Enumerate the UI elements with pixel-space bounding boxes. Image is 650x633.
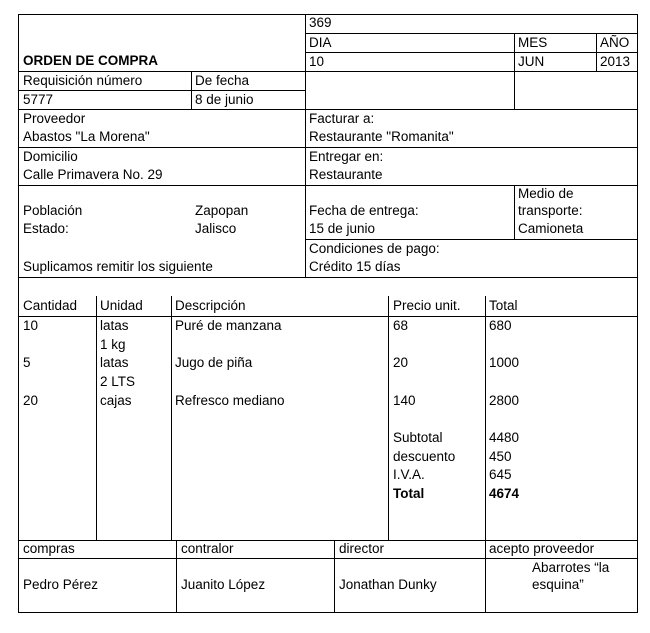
divider xyxy=(96,296,97,540)
signature-name-director: Jonathan Dunky xyxy=(339,577,437,592)
border-right xyxy=(637,14,638,613)
divider xyxy=(305,52,637,53)
border-bottom xyxy=(18,612,638,613)
item-unit: cajas xyxy=(100,393,132,408)
requisition-number: 5777 xyxy=(23,92,54,107)
column-header-total: Total xyxy=(489,298,518,313)
day-label: DIA xyxy=(309,35,332,50)
transport-label-1: Medio de xyxy=(518,186,574,201)
signature-label-purchases: compras xyxy=(23,541,75,556)
divider xyxy=(18,109,638,110)
divider xyxy=(176,540,177,613)
payment: Crédito 15 días xyxy=(309,259,401,274)
requisition-date-label: De fecha xyxy=(195,73,250,88)
divider xyxy=(388,296,389,540)
requisition-number-label: Requisición número xyxy=(23,73,143,88)
city: Zapopan xyxy=(195,203,249,218)
item-total: 1000 xyxy=(489,355,520,370)
item-unit: latas xyxy=(100,355,129,370)
supplier-label: Proveedor xyxy=(23,111,86,126)
request-text: Suplicamos remitir los siguiente xyxy=(23,259,213,274)
subtotal-label: Subtotal xyxy=(393,430,443,445)
deliver-label: Entregar en: xyxy=(309,149,384,164)
divider xyxy=(18,558,638,559)
signature-name-provider-line1: Abarrotes “la xyxy=(532,560,610,575)
delivery-date: 15 de junio xyxy=(309,221,376,236)
transport: Camioneta xyxy=(518,221,584,236)
year-value: 2013 xyxy=(600,54,631,69)
deliver-to: Restaurante xyxy=(309,167,383,182)
delivery-date-label: Fecha de entrega: xyxy=(309,203,419,218)
item-total: 2800 xyxy=(489,393,520,408)
item-unit-detail: 1 kg xyxy=(100,337,126,352)
item-price: 68 xyxy=(393,318,409,333)
document-title: ORDEN DE COMPRA xyxy=(23,53,159,68)
item-description: Refresco mediano xyxy=(175,393,285,408)
column-header-quantity: Cantidad xyxy=(23,298,78,313)
item-quantity: 10 xyxy=(23,318,39,333)
divider xyxy=(305,239,637,240)
column-header-description: Descripción xyxy=(175,298,246,313)
divider xyxy=(18,71,638,72)
border-left xyxy=(18,14,19,613)
signature-name-provider-line2: esquina” xyxy=(532,577,584,592)
signature-name-purchases: Pedro Pérez xyxy=(23,577,99,592)
bill-to: Restaurante "Romanita" xyxy=(309,129,454,144)
divider xyxy=(334,540,335,613)
total-label: Total xyxy=(393,486,425,501)
divider xyxy=(305,33,637,34)
bill-to-label: Facturar a: xyxy=(309,111,375,126)
divider xyxy=(18,90,306,91)
divider xyxy=(18,277,638,278)
iva-value: 645 xyxy=(489,467,512,482)
divider xyxy=(18,147,638,148)
item-description: Puré de manzana xyxy=(175,318,282,333)
item-total: 680 xyxy=(489,318,512,333)
city-label: Población xyxy=(23,203,83,218)
item-unit-detail: 2 LTS xyxy=(100,374,136,389)
item-price: 140 xyxy=(393,393,416,408)
item-quantity: 20 xyxy=(23,393,39,408)
column-header-unit-price: Precio unit. xyxy=(393,298,461,313)
divider xyxy=(514,185,515,239)
divider xyxy=(305,14,306,277)
item-unit: latas xyxy=(100,318,129,333)
divider xyxy=(171,296,172,540)
signature-name-controller: Juanito López xyxy=(181,577,266,592)
divider xyxy=(485,296,486,613)
year-label: AÑO xyxy=(600,35,630,50)
requisition-date: 8 de junio xyxy=(195,92,254,107)
signature-label-controller: contralor xyxy=(181,541,234,556)
payment-label: Condiciones de pago: xyxy=(309,241,440,256)
column-header-unit: Unidad xyxy=(100,298,143,313)
month-label: MES xyxy=(518,35,548,50)
address-label: Domicilio xyxy=(23,149,78,164)
signature-label-provider: acepto proveedor xyxy=(489,541,595,556)
day-value: 10 xyxy=(309,54,325,69)
item-quantity: 5 xyxy=(23,355,31,370)
address: Calle Primavera No. 29 xyxy=(23,167,163,182)
transport-label-2: transporte: xyxy=(518,203,583,218)
month-value: JUN xyxy=(518,54,545,69)
divider xyxy=(18,316,638,317)
divider xyxy=(596,33,597,71)
iva-label: I.V.A. xyxy=(393,467,425,482)
total-value: 4674 xyxy=(489,486,520,501)
state-label: Estado: xyxy=(23,221,69,236)
item-price: 20 xyxy=(393,355,409,370)
signature-label-director: director xyxy=(339,541,385,556)
discount-value: 450 xyxy=(489,449,512,464)
state: Jalisco xyxy=(195,221,237,236)
discount-label: descuento xyxy=(393,449,456,464)
order-number: 369 xyxy=(309,15,332,30)
item-description: Jugo de piña xyxy=(175,355,253,370)
subtotal-value: 4480 xyxy=(489,430,520,445)
supplier-name: Abastos "La Morena" xyxy=(23,129,150,144)
